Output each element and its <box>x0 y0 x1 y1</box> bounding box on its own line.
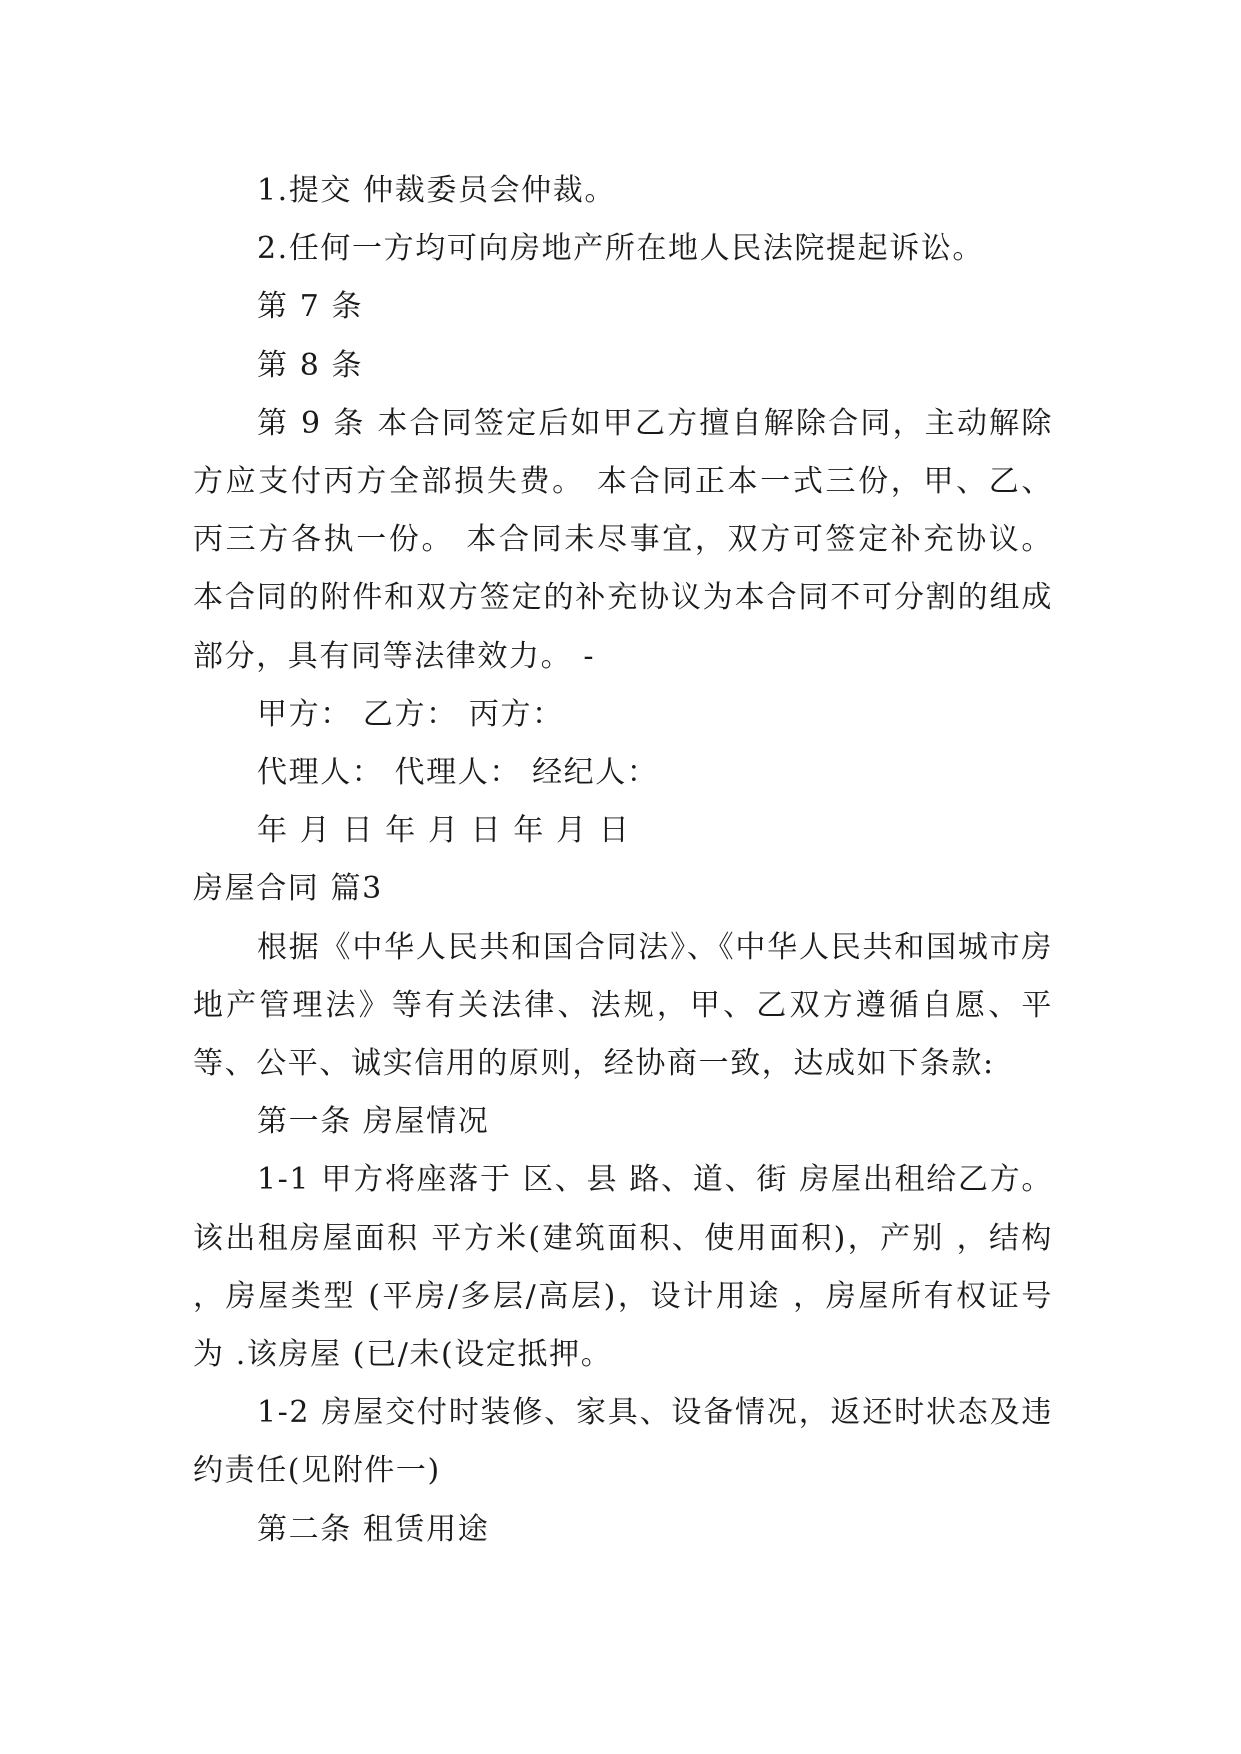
signature-dates-line: 年 月 日 年 月 日 年 月 日 <box>257 813 631 849</box>
section-title: 房屋合同 篇3 <box>193 871 383 907</box>
article-8-heading: 第 8 条 <box>257 347 364 383</box>
article-2-heading: 第二条 租赁用途 <box>257 1511 490 1547</box>
clause-litigation-option: 2.任何一方均可向房地产所在地人民法院提起诉讼。 <box>257 231 985 267</box>
clause-1-2-paragraph: 1-2 房屋交付时装修、家具、设备情况，返还时状态及违约责任(见附件一) <box>193 1395 1053 1489</box>
clause-arbitration-option: 1.提交 仲裁委员会仲裁。 <box>257 173 616 208</box>
document-body <box>193 162 1053 1559</box>
clause-1-1-paragraph: 1-1 甲方将座落于 区、县 路、道、街 房屋出租给乙方。该出租房屋面积 平方米(建筑面积、使用面积)，产别 ，结构 ，房屋类型 (平房/多层/高层)，设计用途 ，房屋所有权证号为 .该房屋 (已/未(设定抵押。 <box>193 1162 1053 1373</box>
signature-agents-line: 代理人： 代理人： 经纪人： <box>257 755 659 791</box>
article-9-paragraph: 第 9 条 本合同签定后如甲乙方擅自解除合同，主动解除方应支付丙方全部损失费。 本合同正本一式三份，甲、乙、丙三方各执一份。 本合同未尽事宜，双方可签定补充协议。本合同的附件和双方签定的补充协议为本合同不可分割的组成部分，具有同等法律效力。 - <box>193 405 1053 674</box>
article-1-heading: 第一条 房屋情况 <box>257 1104 490 1140</box>
signature-parties-line: 甲方： 乙方： 丙方： <box>257 696 564 732</box>
article-7-heading: 第 7 条 <box>257 289 364 325</box>
preamble-paragraph: 根据《中华人民共和国合同法》、《中华人民共和国城市房地产管理法》等有关法律、法规，甲、乙双方遵循自愿、平等、公平、诚实信用的原则，经协商一致，达成如下条款: <box>193 929 1053 1082</box>
